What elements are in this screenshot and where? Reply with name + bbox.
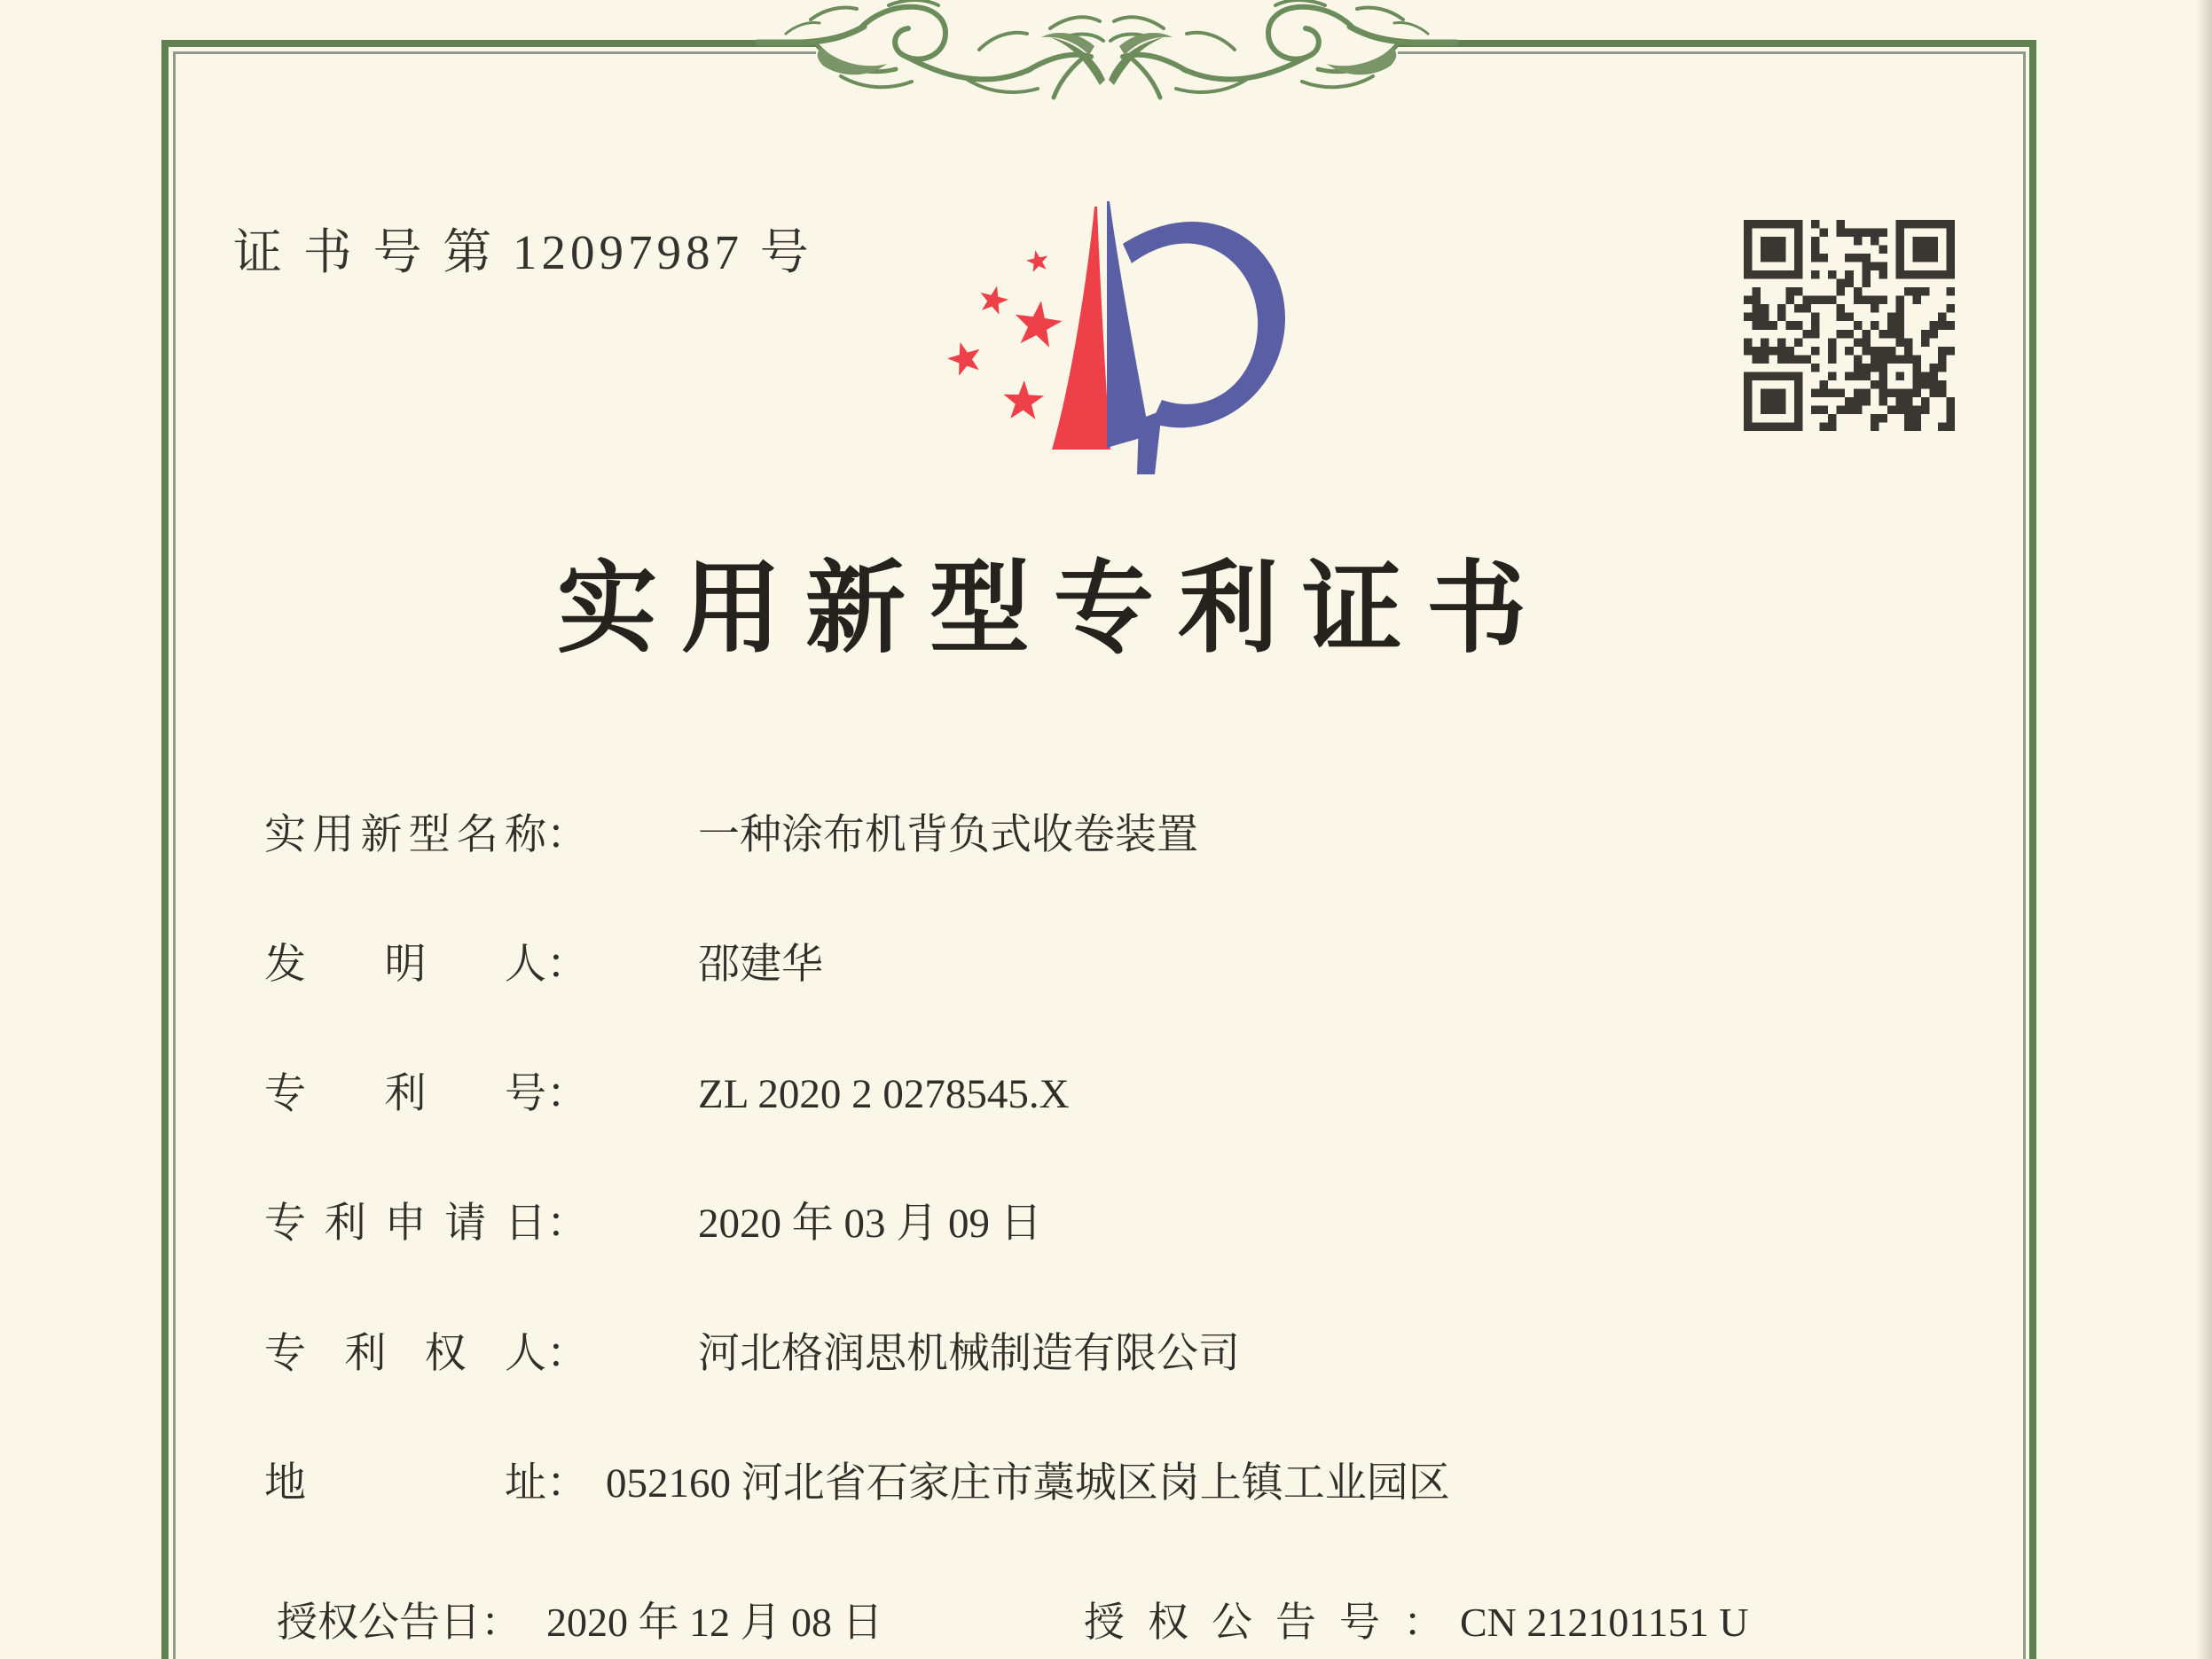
field-colon: ：: [546, 1331, 588, 1377]
certificate-title: 实用新型专利证书: [557, 554, 1550, 665]
qr-code: [1744, 220, 1955, 431]
scan-edge-shading: [2196, 0, 2212, 1659]
field-label: 专 利 号: [264, 1071, 546, 1117]
logo-red-spike: [1052, 207, 1110, 450]
field-grant-date: [277, 1590, 883, 1648]
field-utility-model-name: [264, 809, 1198, 863]
dragon-scroll-ornament-icon: [756, 0, 1458, 105]
field-filing-date: [264, 1197, 1042, 1251]
field-inventor: [264, 938, 823, 992]
field-value: 2020 年 12 月 08 日: [546, 1600, 883, 1645]
field-patent-number: [264, 1068, 1070, 1122]
field-colon: ：: [546, 942, 588, 988]
logo-blue-bowl: [1123, 222, 1285, 427]
field-value: 河北格润思机械制造有限公司: [698, 1331, 1240, 1377]
field-label: 专 利 权 人: [264, 1331, 546, 1377]
field-colon: ：: [546, 1201, 588, 1247]
field-label: 实 用 新 型 名 称: [264, 812, 546, 858]
field-colon: ：: [1403, 1600, 1444, 1645]
field-value: CN 212101151 U: [1460, 1600, 1749, 1645]
field-colon: ：: [546, 812, 588, 858]
logo-blue-leg: [1137, 411, 1162, 474]
field-label: 专 利 申 请 日: [264, 1201, 546, 1247]
field-grant-number: [1084, 1590, 1748, 1648]
field-label: 授权公告日: [277, 1600, 481, 1645]
field-label: 地 址: [264, 1460, 546, 1506]
field-value: 052160 河北省石家庄市藁城区岗上镇工业园区: [606, 1460, 1450, 1506]
field-label: 发 明 人: [264, 942, 546, 988]
field-address: [264, 1457, 1450, 1511]
field-value: 一种涂布机背负式收卷装置: [698, 812, 1198, 858]
field-colon: ：: [546, 1460, 588, 1506]
cnipa-logo-icon: [938, 189, 1293, 481]
field-label: 授权公告号: [1084, 1600, 1403, 1645]
field-colon: ：: [481, 1600, 522, 1645]
field-value: 2020 年 03 月 09 日: [698, 1201, 1042, 1247]
field-value: 邵建华: [698, 942, 823, 988]
field-patentee: [264, 1327, 1240, 1381]
field-colon: ：: [546, 1071, 588, 1117]
field-value: ZL 2020 2 0278545.X: [698, 1071, 1070, 1117]
certificate-number: 证 书 号 第 12097987 号: [233, 225, 813, 279]
